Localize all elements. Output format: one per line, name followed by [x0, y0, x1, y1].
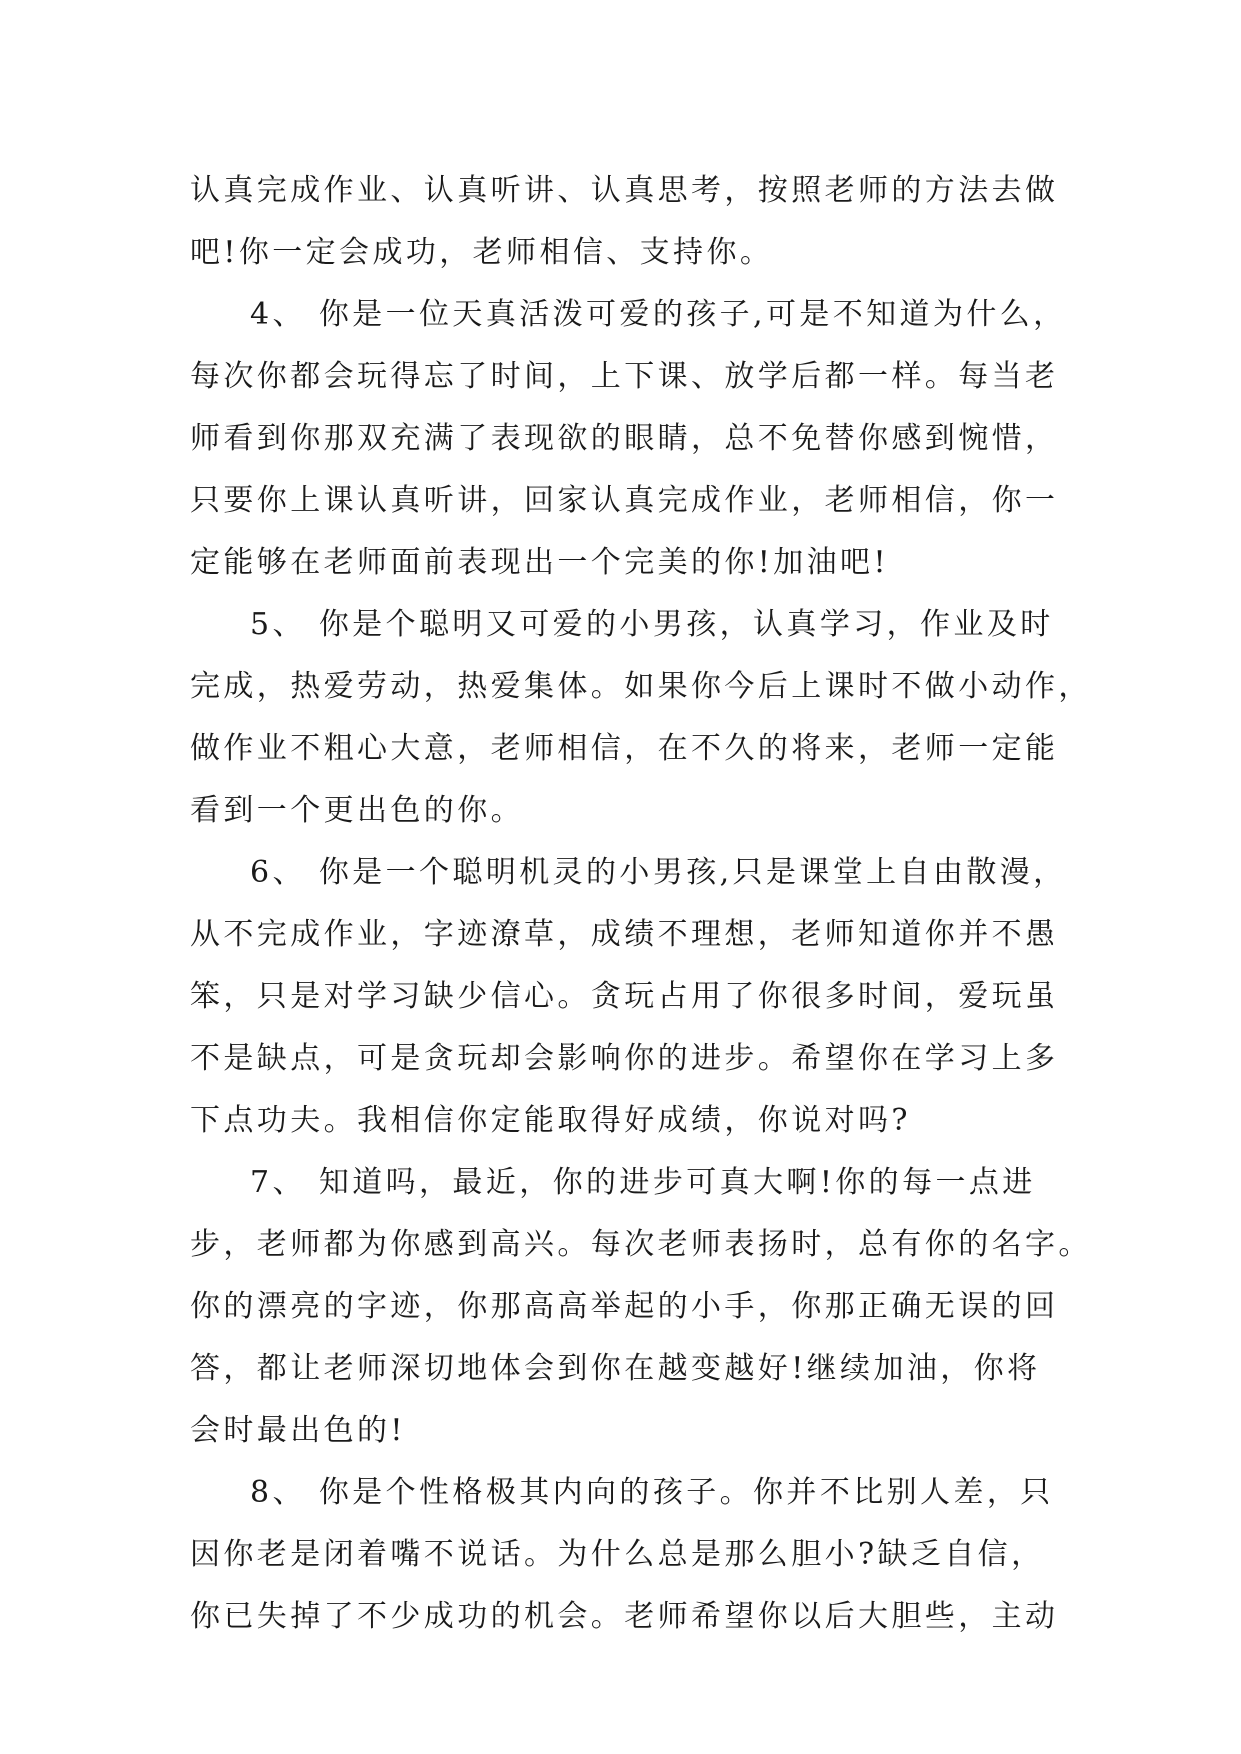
text-line: 下点功夫。我相信你定能取得好成绩，你说对吗?	[190, 1103, 911, 1138]
text-line: 每次你都会玩得忘了时间，上下课、放学后都一样。每当老	[190, 359, 1059, 394]
text-line: 做作业不粗心大意，老师相信，在不久的将来，老师一定能	[190, 731, 1059, 766]
item-8-line: 8、 你是个性格极其内向的孩子。你并不比别人差，只	[250, 1475, 1054, 1510]
item-5-line: 5、 你是个聪明又可爱的小男孩，认真学习，作业及时	[250, 607, 1054, 642]
text-line: 只要你上课认真听讲，回家认真完成作业，老师相信，你一	[190, 483, 1059, 518]
text-line: 不是缺点，可是贪玩却会影响你的进步。希望你在学习上多	[190, 1041, 1059, 1076]
text-line: 你的漂亮的字迹，你那高高举起的小手，你那正确无误的回	[190, 1289, 1059, 1324]
item-7-line: 7、 知道吗，最近，你的进步可真大啊!你的每一点进	[250, 1165, 1036, 1200]
document-body	[190, 160, 1092, 1648]
text-line: 看到一个更出色的你。	[190, 793, 524, 828]
text-line: 师看到你那双充满了表现欲的眼睛，总不免替你感到惋惜，	[190, 421, 1059, 456]
text-line: 定能够在老师面前表现出一个完美的你!加油吧!	[190, 545, 889, 580]
item-6-line: 6、 你是一个聪明机灵的小男孩,只是课堂上自由散漫，	[250, 855, 1067, 890]
text-line: 完成，热爱劳动，热爱集体。如果你今后上课时不做小动作，	[190, 669, 1092, 704]
text-line: 步，老师都为你感到高兴。每次老师表扬时，总有你的名字。	[190, 1227, 1092, 1262]
text-line: 从不完成作业，字迹潦草，成绩不理想，老师知道你并不愚	[190, 917, 1059, 952]
text-line: 认真完成作业、认真听讲、认真思考，按照老师的方法去做	[190, 173, 1059, 208]
text-line: 答，都让老师深切地体会到你在越变越好!继续加油，你将	[190, 1351, 1041, 1386]
text-line: 吧!你一定会成功，老师相信、支持你。	[190, 235, 774, 270]
text-line: 会时最出色的!	[190, 1413, 406, 1448]
text-line: 笨，只是对学习缺少信心。贪玩占用了你很多时间，爱玩虽	[190, 979, 1059, 1014]
text-line: 因你老是闭着嘴不说话。为什么总是那么胆小?缺乏自信，	[190, 1537, 1045, 1572]
item-4-line: 4、 你是一位天真活泼可爱的孩子,可是不知道为什么，	[250, 297, 1067, 332]
text-line: 你已失掉了不少成功的机会。老师希望你以后大胆些，主动	[190, 1599, 1059, 1634]
